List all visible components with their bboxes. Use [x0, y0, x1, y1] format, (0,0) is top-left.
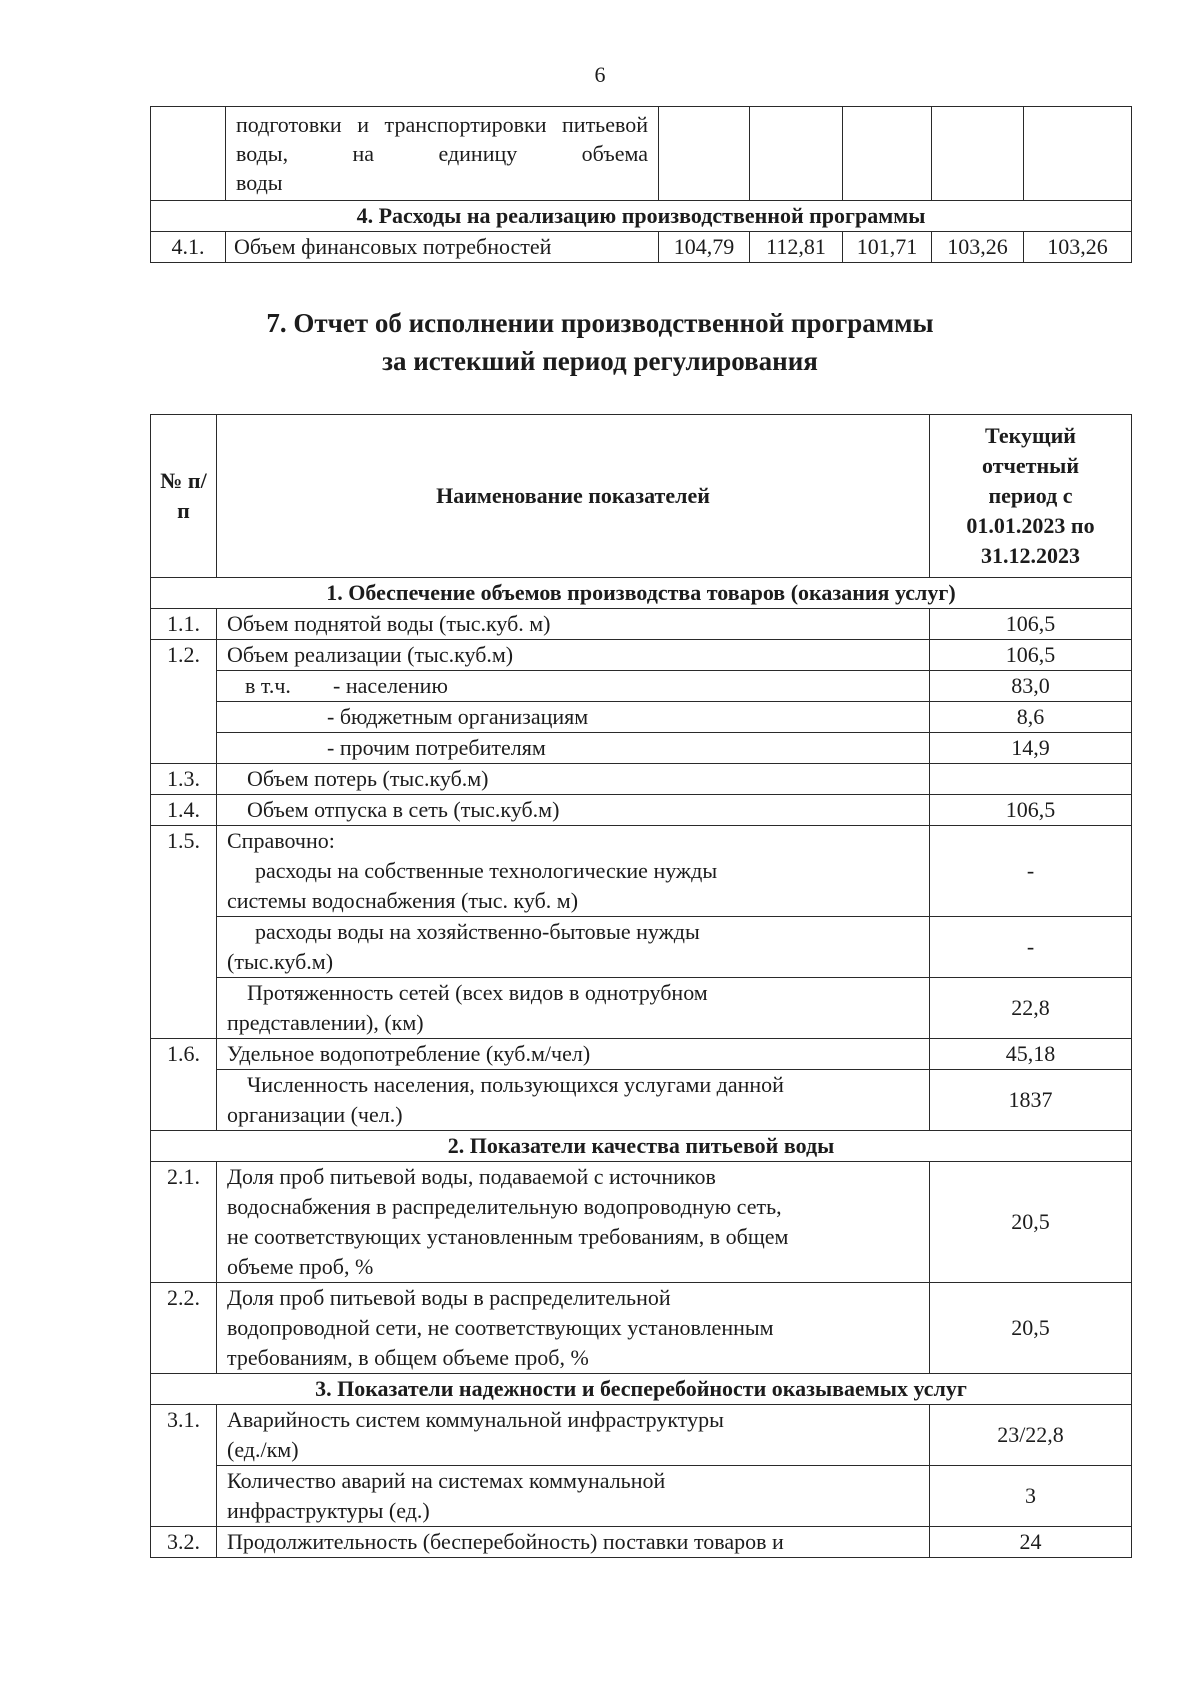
value-cell: 103,26: [1024, 232, 1132, 263]
value-cell: 104,79: [659, 232, 750, 263]
table-row: [151, 1039, 1132, 1070]
table-row: [151, 795, 1132, 826]
row-number-cell: [151, 107, 226, 201]
table-row: [151, 917, 1132, 978]
indicator-value: 23/22,8: [930, 1405, 1132, 1466]
indicator-text-line: подготовки и транспортировки: [236, 112, 547, 137]
indicator-name: - прочим потребителям: [217, 733, 930, 764]
table-row: [151, 107, 1132, 201]
production-program-table: [150, 106, 1132, 263]
table-row: [151, 978, 1132, 1039]
section-header-row: [151, 578, 1132, 609]
indicator-text-line: Аварийность систем коммунальной инфраструктуры: [227, 1407, 724, 1432]
header-period-line: Текущий: [985, 423, 1076, 448]
indicator-text-line: водопроводной сети, не соответствующих установленным: [227, 1315, 774, 1340]
indicator-name: [217, 1405, 930, 1466]
row-number: 3.2.: [151, 1527, 217, 1558]
indicator-name: Объем отпуска в сеть (тыс.куб.м): [217, 795, 930, 826]
header-period-line: 01.01.2023 по: [966, 513, 1095, 538]
indicator-name: [217, 978, 930, 1039]
indicator-text-line: воды: [236, 170, 283, 195]
row-number: 3.1.: [151, 1405, 217, 1527]
indicator-text-line: требованиям, в общем объеме проб, %: [227, 1345, 589, 1370]
header-period-line: период с: [988, 483, 1073, 508]
indicator-text-line: организации (чел.): [227, 1102, 403, 1127]
section-title: 3. Показатели надежности и бесперебойности оказываемых услуг: [151, 1374, 1132, 1405]
indicator-name: Удельное водопотребление (куб.м/чел): [217, 1039, 930, 1070]
value-cell: 112,81: [750, 232, 843, 263]
reference-label: Справочно:: [227, 828, 335, 853]
header-period-line: отчетный: [981, 453, 1080, 478]
section-title: 4. Расходы на реализацию производственной программы: [151, 201, 1132, 232]
indicator-text-line: Доля проб питьевой воды, подаваемой с источников: [227, 1164, 716, 1189]
indicator-text-line: (тыс.куб.м): [227, 949, 334, 974]
indicator-value: -: [930, 917, 1132, 978]
indicator-text-line: Количество аварий на системах коммунальной: [227, 1468, 666, 1493]
header-indicator-name: Наименование показателей: [217, 415, 930, 578]
page-number: 6: [594, 62, 606, 87]
row-number: 2.1.: [151, 1162, 217, 1283]
section-title: 1. Обеспечение объемов производства товаров (оказания услуг): [151, 578, 1132, 609]
title-line: 7. Отчет об исполнении производственной программы: [266, 308, 934, 338]
table-row: [151, 826, 1132, 917]
document-title: [0, 304, 1200, 380]
indicator-text-line: (ед./км): [227, 1437, 299, 1462]
indicator-name: [217, 1070, 930, 1131]
row-number: 1.5.: [151, 826, 217, 1039]
header-period-line: 31.12.2023: [981, 543, 1080, 568]
indicator-text-line: питьевой воды, на единицу объема: [236, 112, 648, 166]
section-header-row: [151, 201, 1132, 232]
indicator-name: [217, 1162, 930, 1283]
value-cell: [750, 107, 843, 201]
including-prefix: в т.ч.: [245, 673, 291, 698]
indicator-value: 20,5: [930, 1162, 1132, 1283]
indicator-value: 83,0: [930, 671, 1132, 702]
header-period: [930, 415, 1132, 578]
value-cell: [1024, 107, 1132, 201]
row-number: 1.3.: [151, 764, 217, 795]
table-row: [151, 671, 1132, 702]
indicator-name: [217, 826, 930, 917]
value-cell: [659, 107, 750, 201]
indicator-text-line: расходы на собственные технологические нужды: [255, 858, 718, 883]
value-cell: 101,71: [843, 232, 932, 263]
indicator-subname: - населению: [333, 673, 448, 698]
execution-report-table: [150, 414, 1132, 1558]
table-row: [151, 1070, 1132, 1131]
indicator-text-line: водоснабжения в распределительную водопроводную сеть,: [227, 1194, 782, 1219]
indicator-name: [217, 671, 930, 702]
value-cell: [843, 107, 932, 201]
row-number: 1.1.: [151, 609, 217, 640]
row-number: 2.2.: [151, 1283, 217, 1374]
indicator-value: 106,5: [930, 795, 1132, 826]
table-row: [151, 1466, 1132, 1527]
value-cell: [932, 107, 1024, 201]
indicator-text-line: инфраструктуры (ед.): [227, 1498, 430, 1523]
section-header-row: [151, 1131, 1132, 1162]
indicator-value: 24: [930, 1527, 1132, 1558]
table-row: [151, 1162, 1132, 1283]
indicator-name: Продолжительность (бесперебойность) поставки товаров и: [217, 1527, 930, 1558]
indicator-name-cell: [226, 107, 659, 201]
indicator-text-line: представлении), (км): [227, 1010, 424, 1035]
indicator-value: 106,5: [930, 640, 1132, 671]
indicator-name: Объем реализации (тыс.куб.м): [217, 640, 930, 671]
row-number: 1.4.: [151, 795, 217, 826]
row-number: 4.1.: [151, 232, 226, 263]
indicator-value: 45,18: [930, 1039, 1132, 1070]
indicator-value: 14,9: [930, 733, 1132, 764]
indicator-text-line: не соответствующих установленным требованиям, в общем: [227, 1224, 789, 1249]
indicator-value: 1837: [930, 1070, 1132, 1131]
table-row: [151, 640, 1132, 671]
indicator-value: [930, 764, 1132, 795]
indicator-value: 22,8: [930, 978, 1132, 1039]
header-number: № п/п: [151, 415, 217, 578]
indicator-value: 3: [930, 1466, 1132, 1527]
row-number: 1.2.: [151, 640, 217, 764]
indicator-name: [217, 917, 930, 978]
table-row: [151, 764, 1132, 795]
title-line: за истекший период регулирования: [382, 346, 818, 376]
indicator-name: Объем финансовых потребностей: [226, 232, 659, 263]
indicator-name: Объем потерь (тыс.куб.м): [217, 764, 930, 795]
indicator-value: 8,6: [930, 702, 1132, 733]
indicator-value: 20,5: [930, 1283, 1132, 1374]
indicator-name: Объем поднятой воды (тыс.куб. м): [217, 609, 930, 640]
indicator-text-line: расходы воды на хозяйственно-бытовые нужды: [255, 919, 700, 944]
indicator-text-line: системы водоснабжения (тыс. куб. м): [227, 888, 579, 913]
indicator-name: [217, 1466, 930, 1527]
indicator-name: - бюджетным организациям: [217, 702, 930, 733]
indicator-value: 106,5: [930, 609, 1132, 640]
indicator-text-line: Протяженность сетей (всех видов в однотрубном: [247, 980, 708, 1005]
value-cell: 103,26: [932, 232, 1024, 263]
indicator-text-line: Численность населения, пользующихся услугами данной: [247, 1072, 784, 1097]
table-row: [151, 1283, 1132, 1374]
table-row: [151, 702, 1132, 733]
indicator-text-line: Доля проб питьевой воды в распределительной: [227, 1285, 671, 1310]
section-title: 2. Показатели качества питьевой воды: [151, 1131, 1132, 1162]
section-header-row: [151, 1374, 1132, 1405]
table-header-row: [151, 415, 1132, 578]
table-row: [151, 1405, 1132, 1466]
table-row: [151, 733, 1132, 764]
indicator-name: [217, 1283, 930, 1374]
table-row: [151, 1527, 1132, 1558]
indicator-text-line: объеме проб, %: [227, 1254, 374, 1279]
indicator-value: -: [930, 826, 1132, 917]
row-number: 1.6.: [151, 1039, 217, 1131]
table-row: [151, 232, 1132, 263]
table-row: [151, 609, 1132, 640]
